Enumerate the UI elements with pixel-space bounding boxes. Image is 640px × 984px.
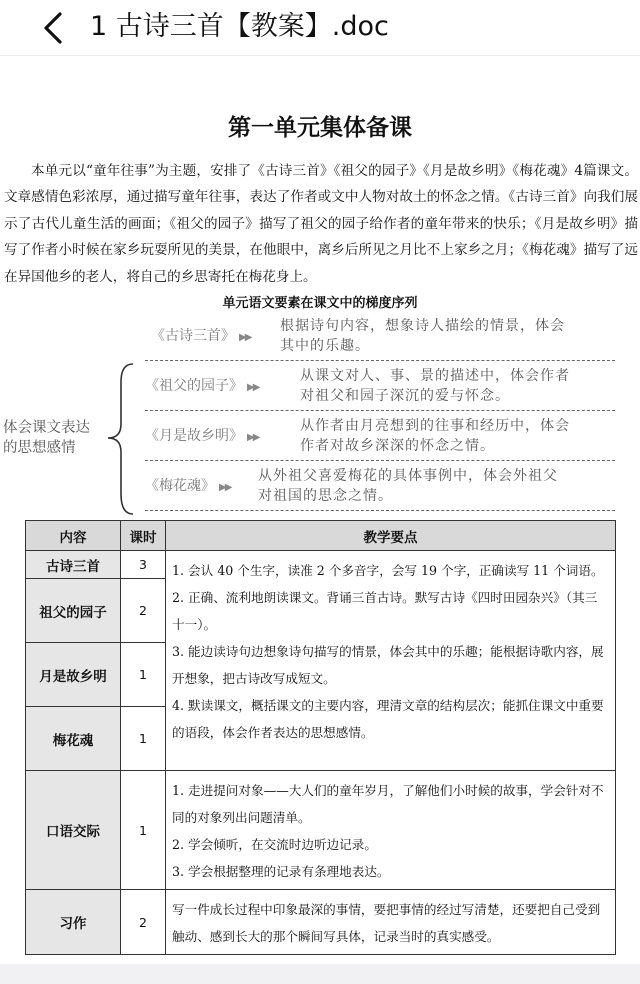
lesson-name: 习作: [26, 890, 121, 955]
teaching-point: 1. 会认 40 个生字，读准 2 个多音字，会写 19 个字，正确读写 11 个词语。: [172, 563, 604, 578]
teaching-point: 3. 能边读诗句边想象诗句描写的情景，体会其中的乐趣；能根据诗歌内容，展开想象，把古诗改写成短文。: [172, 644, 604, 686]
diagram-item: [145, 311, 615, 361]
diagram-item-line: 从课文对人、事、景的描述中，体会作者: [300, 368, 570, 384]
diagram-item-text: [280, 316, 565, 356]
double-arrow-icon: ▶▶: [219, 482, 231, 493]
column-header: 内容: [26, 521, 121, 551]
table-row: [26, 771, 616, 890]
curly-brace-icon: [103, 362, 143, 516]
diagram-title: 单元语文要素在课文中的梯度序列: [222, 296, 418, 311]
diagram-item: [145, 461, 615, 511]
diagram-item-line: 对祖父和园子深沉的爱与怀念。: [300, 388, 510, 404]
teaching-point: 1. 走进提问对象——大人们的童年岁月，了解他们小时候的故事，学会针对不同的对象列出问题清单。: [172, 783, 604, 825]
teaching-point: 2. 学会倾听，在交流时边听边记录。: [172, 837, 377, 852]
diagram-root-line: 体会课文表达: [3, 420, 90, 436]
diagram-item-line: 作者对故乡深深的怀念之情。: [300, 438, 495, 454]
diagram-item-text: [258, 466, 558, 506]
teaching-points-cell: [166, 551, 616, 771]
diagram-item-title: 《古诗三首》 ▶▶: [151, 328, 251, 344]
diagram-item-title: 《祖父的园子》 ▶▶: [145, 378, 259, 394]
diagram-item-line: 从外祖父喜爱梅花的具体事例中，体会外祖父: [258, 468, 558, 484]
column-header: 教学要点: [166, 521, 616, 551]
diagram-root-line: 的思想感情: [3, 440, 76, 456]
table-row: [26, 890, 616, 955]
document-page[interactable]: [0, 62, 640, 964]
teaching-points-cell: 写一件成长过程中印象最深的事情，要把事情的经过写清楚，还要把自己受到触动、感到长大的那个瞬间写具体，记录当时的真实感受。: [166, 890, 616, 955]
diagram-item-line: 对祖国的思念之情。: [258, 488, 393, 504]
lesson-name: 祖父的园子: [26, 579, 121, 643]
intro-paragraph: 本单元以“童年往事”为主题，安排了《古诗三首》《祖父的园子》《月是故乡明》《梅花魂》4篇课文。文章感情色彩浓厚，通过描写童年往事，表达了作者或文中人物对故土的怀念之情。《古诗三首》向我们展示了古代儿童生活的画面；《祖父的园子》描写了祖父的园子给作者的童年带来的快乐；《月是故乡明》描写了作者小时候在家乡玩耍所见的美景，在他眼中，离乡后所见之月比不上家乡之月；《梅花魂》描写了远在异国他乡的老人，将自己的乡思寄托在梅花身上。: [4, 163, 638, 285]
diagram-item-line: 其中的乐趣。: [280, 338, 370, 354]
bottom-bar: [0, 964, 640, 984]
lesson-hours: 1: [121, 707, 166, 771]
diagram-root-label: [3, 418, 90, 458]
double-arrow-icon: ▶▶: [239, 332, 251, 343]
app-header: [0, 0, 640, 56]
lesson-hours: 2: [121, 890, 166, 955]
diagram-item-line: 根据诗句内容，想象诗人描绘的情景，体会: [280, 318, 565, 334]
diagram-item-line: 从作者由月亮想到的往事和经历中，体会: [300, 418, 570, 434]
lesson-hours: 3: [121, 551, 166, 579]
back-arrow-icon: [36, 8, 76, 48]
diagram-item-title: 《月是故乡明》 ▶▶: [145, 428, 259, 444]
table-header-row: [26, 521, 616, 551]
lesson-name: 古诗三首: [26, 551, 121, 579]
table-row: [26, 551, 616, 579]
teaching-point: 2. 正确、流利地朗读课文。背诵三首古诗。默写古诗《四时田园杂兴》（其三十一）。: [172, 590, 598, 632]
document-filename: 1 古诗三首【教案】.doc: [90, 11, 389, 42]
lesson-name: 梅花魂: [26, 707, 121, 771]
column-header: 课时: [121, 521, 166, 551]
double-arrow-icon: ▶▶: [247, 432, 259, 443]
teaching-plan-table: [25, 520, 616, 955]
teaching-points-cell: [166, 771, 616, 890]
lesson-name: 口语交际: [26, 771, 121, 890]
teaching-point: 4. 默读课文，概括课文的主要内容，理清文章的结构层次；能抓住课文中重要的语段，体会作者表达的思想感情。: [172, 698, 604, 740]
double-arrow-icon: ▶▶: [247, 382, 259, 393]
page-title: 第一单元集体备课: [228, 114, 412, 141]
diagram-item: [145, 411, 615, 461]
lesson-name: 月是故乡明: [26, 643, 121, 707]
diagram-item-title: 《梅花魂》 ▶▶: [145, 478, 231, 494]
lesson-hours: 1: [121, 643, 166, 707]
back-button[interactable]: [36, 8, 76, 48]
teaching-point: 3. 学会根据整理的记录有条理地表达。: [172, 864, 390, 879]
diagram-item: [145, 361, 615, 411]
diagram-item-text: [300, 416, 570, 456]
lesson-hours: 1: [121, 771, 166, 890]
lesson-hours: 2: [121, 579, 166, 643]
diagram-item-text: [300, 366, 570, 406]
